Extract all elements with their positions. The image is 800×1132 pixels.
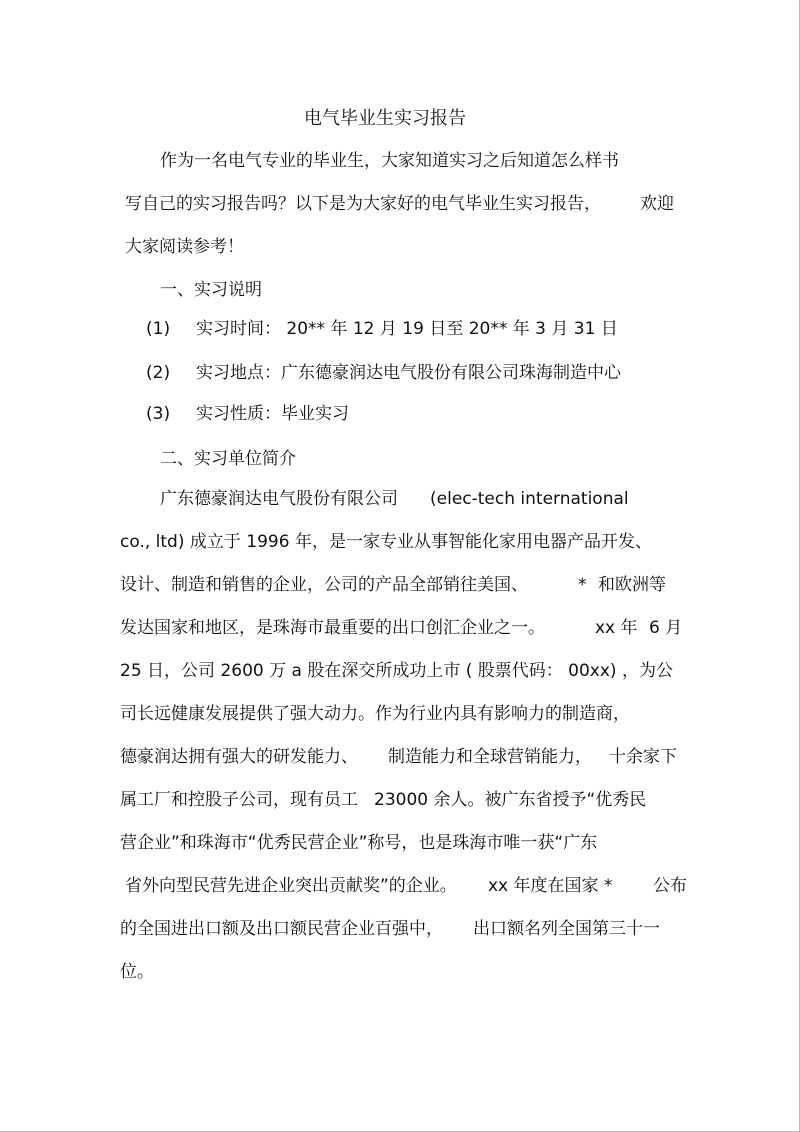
section2-line-2: co., ltd) 成立于 1996 年，是一家专业从事智能化家用电器产品开发、 bbox=[120, 532, 652, 552]
section1-item2-text: 实习地点：广东德豪润达电气股份有限公司珠海制造中心 bbox=[196, 363, 621, 383]
section1-item1-text: 实习时间： 20** 年 12 月 19 日至 20** 年 3 月 31 日 bbox=[196, 319, 618, 339]
section1-item1-num: (1) bbox=[146, 319, 171, 339]
section2-line-6: 司长远健康发展提供了强大动力。作为行业内具有影响力的制造商， bbox=[120, 704, 630, 724]
section2-line-10c: 公布 bbox=[653, 876, 687, 896]
section2-line-11b: 出口额名列全国第三十一 bbox=[473, 919, 660, 939]
section1-item3-num: (3) bbox=[146, 404, 171, 424]
section2-line-3b: * bbox=[578, 575, 587, 595]
section2-line-7a: 德豪润达拥有强大的研发能力、 bbox=[120, 747, 358, 767]
section2-line-1b: (elec-tech international bbox=[430, 489, 629, 509]
section2-line-8b: 23000 余人。被广东省授予“优秀民 bbox=[374, 790, 647, 810]
section2-line-7b: 制造能力和全球营销能力， bbox=[388, 747, 592, 767]
intro-line-2-end: 欢迎 bbox=[640, 194, 674, 214]
intro-line-2: 写自己的实习报告吗？以下是为大家好的电气毕业生实习报告， bbox=[125, 194, 601, 214]
section2-line-10b: xx 年度在国家 * bbox=[488, 876, 613, 896]
section2-line-10a: 省外向型民营先进企业突出贡献奖”的企业。 bbox=[125, 876, 457, 896]
document-title: 电气毕业生实习报告 bbox=[304, 108, 466, 129]
section2-line-7c: 十余家下 bbox=[609, 747, 677, 767]
section2-line-12: 位。 bbox=[120, 962, 154, 982]
section2-line-11a: 的全国进出口额及出口额民营企业百强中， bbox=[120, 919, 443, 939]
section2-line-1a: 广东德豪润达电气股份有限公司 bbox=[160, 489, 398, 509]
section2-line-5: 25 日，公司 2600 万 a 股在深交所成功上市 ( 股票代码： 00xx) ，为公 bbox=[120, 661, 673, 681]
intro-line-1: 作为一名电气专业的毕业生，大家知道实习之后知道怎么样书 bbox=[160, 151, 619, 171]
section2-line-3a: 设计、制造和销售的企业，公司的产品全部销往美国、 bbox=[120, 575, 528, 595]
section1-item3-text: 实习性质：毕业实习 bbox=[196, 404, 349, 424]
intro-line-3: 大家阅读参考！ bbox=[125, 237, 244, 257]
section2-heading: 二、实习单位简介 bbox=[160, 449, 296, 469]
section2-line-9: 营企业”和珠海市“优秀民营企业”称号，也是珠海市唯一获“广东 bbox=[120, 833, 598, 853]
section1-item2-num: (2) bbox=[146, 363, 171, 383]
section2-line-4c: 6 月 bbox=[649, 618, 683, 638]
section1-heading: 一、实习说明 bbox=[160, 280, 262, 300]
section2-line-8a: 属工厂和控股子公司，现有员工 bbox=[120, 790, 358, 810]
section2-line-4a: 发达国家和地区，是珠海市最重要的出口创汇企业之一。 bbox=[120, 618, 545, 638]
section2-line-4b: xx 年 bbox=[595, 618, 638, 638]
section2-line-3c: 和欧洲等 bbox=[598, 575, 666, 595]
